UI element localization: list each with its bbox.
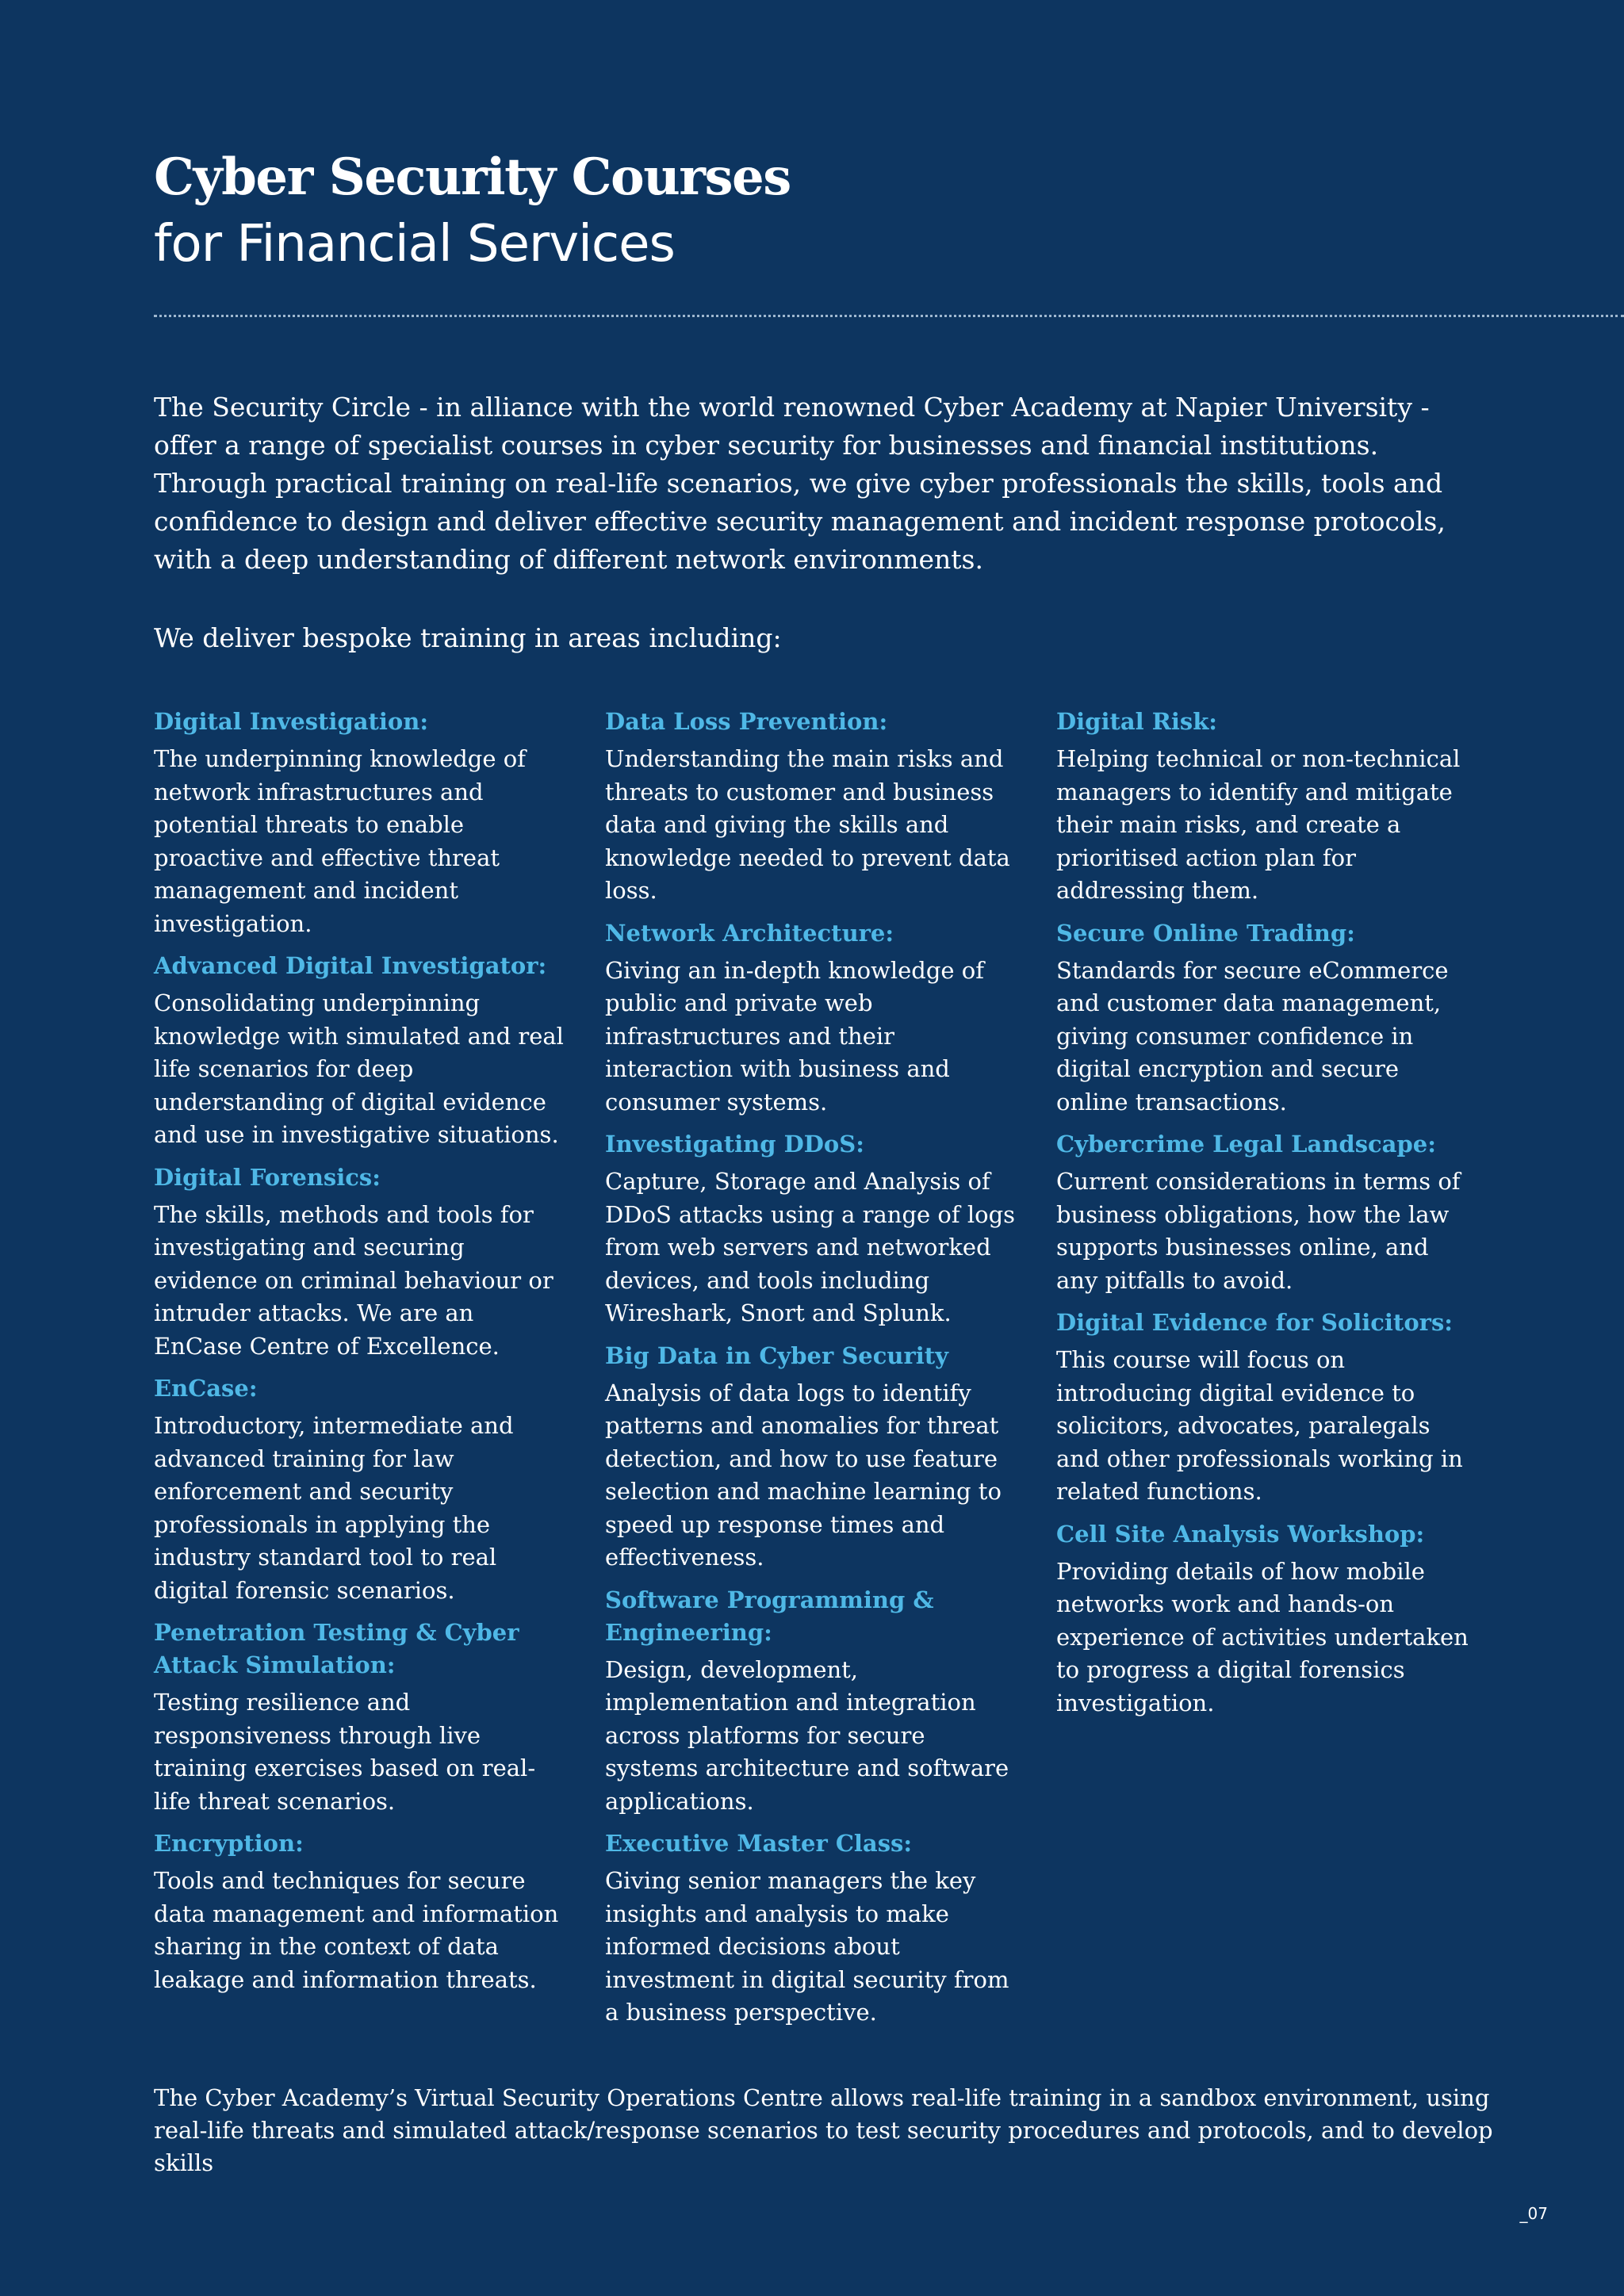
course-item (605, 1128, 1017, 1330)
course-item (154, 1161, 566, 1364)
course-description: Capture, Storage and Analysis of DDoS attacks using a range of logs from web servers and networked devices, and tools including Wireshark, Snort and Splunk. (605, 1168, 1016, 1326)
course-item (1056, 1307, 1469, 1509)
course-item (605, 1584, 1017, 1819)
course-description: Introductory, intermediate and advanced training for law enforcement and security professionals in applying the industry standard tool to real digital forensic scenarios. (154, 1412, 514, 1604)
course-description: Analysis of data logs to identify patterns and anomalies for threat detection, and how to use feature selection and machine learning to speed up response times and effectiveness. (605, 1379, 1002, 1571)
course-description: Testing resilience and responsiveness through live training exercises based on real-life threat scenarios. (154, 1689, 536, 1815)
course-title: Executive Master Class: (605, 1830, 913, 1857)
course-description: Providing details of how mobile networks work and hands-on experience of activities undertaken to progress a digital forensics investigation. (1056, 1557, 1469, 1716)
course-title: Encryption: (154, 1830, 304, 1857)
course-title: Digital Investigation: (154, 708, 429, 735)
course-title: Penetration Testing & Cyber Attack Simulation: (154, 1619, 519, 1678)
course-item (605, 1827, 1017, 2030)
course-description: Helping technical or non-technical managers to identify and mitigate their main risks, and create a prioritised action plan for addressing them. (1056, 745, 1461, 904)
course-title: Advanced Digital Investigator: (154, 952, 547, 979)
course-title: Data Loss Prevention: (605, 708, 888, 735)
course-title: Cybercrime Legal Landscape: (1056, 1131, 1436, 1158)
page-subtitle: for Financial Services (154, 215, 675, 274)
course-title: Cell Site Analysis Workshop: (1056, 1520, 1425, 1548)
course-description: Giving an in-depth knowledge of public and private web infrastructures and their interaction with business and consumer systems. (605, 956, 985, 1115)
course-description: Standards for secure eCommerce and customer data management, giving consumer confidence in digital encryption and secure online transactions. (1056, 956, 1449, 1115)
course-title: Digital Risk: (1056, 708, 1217, 735)
page-number: _07 (1519, 2204, 1548, 2223)
dotted-divider (154, 315, 1624, 317)
course-item (154, 1372, 566, 1607)
course-description: Design, development, implementation and integration across platforms for secure systems architecture and software applications. (605, 1655, 1009, 1815)
course-description: Current considerations in terms of business obligations, how the law supports businesses online, and any pitfalls to avoid. (1056, 1168, 1461, 1294)
course-description: The skills, methods and tools for investigating and securing evidence on criminal behaviour or intruder attacks. We are an EnCase Centre of Excellence. (154, 1200, 553, 1360)
course-description: This course will focus on introducing digital evidence to solicitors, advocates, paralegals and other professionals working in related functions. (1056, 1346, 1463, 1505)
course-item (154, 706, 566, 940)
course-item (605, 706, 1017, 908)
course-description: Tools and techniques for secure data management and information sharing in the context of data leakage and information threats. (154, 1867, 559, 1993)
course-item (154, 1827, 566, 1996)
course-title: Big Data in Cyber Security (605, 1341, 949, 1369)
course-item (1056, 706, 1469, 908)
lead-sentence: We deliver bespoke training in areas including: (154, 622, 782, 653)
course-item (1056, 1128, 1469, 1297)
course-title: Network Architecture: (605, 919, 894, 947)
course-title: Investigating DDoS: (605, 1131, 864, 1158)
course-item (154, 1617, 566, 1818)
course-item (154, 950, 566, 1152)
course-item (605, 1340, 1017, 1575)
intro-paragraph: The Security Circle - in alliance with the world renowned Cyber Academy at Napier University - offer a range of specialist courses in cyber security for businesses and financial institutions. Through practical training on real-life scenarios, we give cyber professionals the skills, tools and confidence to design and deliver effective security management and incident response protocols, with a deep understanding of different network environments. (154, 392, 1446, 575)
course-title: Secure Online Trading: (1056, 919, 1355, 947)
course-item (605, 917, 1017, 1119)
course-title: Digital Forensics: (154, 1163, 381, 1191)
course-item (1056, 917, 1469, 1119)
footer-paragraph: The Cyber Academy’s Virtual Security Operations Centre allows real-life training in a sandbox environment, using real-life threats and simulated attack/response scenarios to test security procedures and protocols, and to develop skills (154, 2084, 1493, 2176)
course-description: Consolidating underpinning knowledge with simulated and real life scenarios for deep understanding of digital evidence and use in investigative situations. (154, 989, 564, 1148)
course-item (1056, 1518, 1469, 1720)
course-title: EnCase: (154, 1375, 258, 1402)
course-column-2 (605, 706, 1017, 2039)
page-title: Cyber Security Courses (154, 147, 791, 207)
course-description: The underpinning knowledge of network infrastructures and potential threats to enable proactive and effective threat management and incident investigation. (154, 745, 526, 937)
course-column-3 (1056, 706, 1469, 1729)
course-description: Giving senior managers the key insights and analysis to make informed decisions about investment in digital security from a business perspective. (605, 1867, 1009, 2026)
course-description: Understanding the main risks and threats to customer and business data and giving the skills and knowledge needed to prevent data loss. (605, 745, 1010, 904)
title-block (154, 144, 791, 277)
course-column-1 (154, 706, 566, 2006)
course-title: Digital Evidence for Solicitors: (1056, 1309, 1453, 1336)
course-title: Software Programming & Engineering: (605, 1586, 934, 1646)
